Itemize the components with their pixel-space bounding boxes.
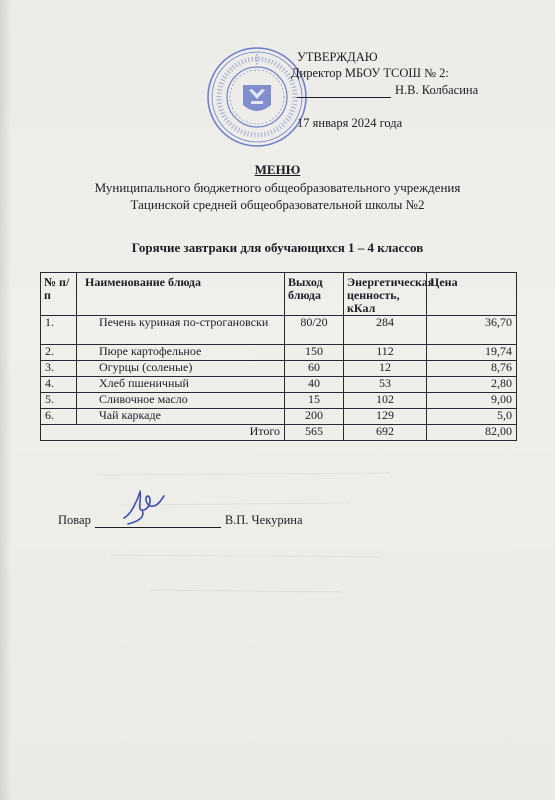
approval-signer: Н.В. Колбасина (395, 83, 479, 97)
row-energy: 12 (344, 361, 427, 377)
row-name: Пюре картофельное (77, 345, 285, 361)
organization-line-1: Муниципального бюджетного общеобразовательного учреждения (94, 180, 461, 195)
row-output: 150 (285, 345, 344, 361)
row-price: 5,0 (427, 409, 517, 425)
approval-heading: УТВЕРЖДАЮ (297, 50, 378, 64)
table-header-row (41, 273, 517, 316)
total-energy: 692 (344, 425, 427, 441)
table-row (41, 345, 517, 361)
table-total-row (41, 425, 517, 441)
row-price: 9,00 (427, 393, 517, 409)
row-price: 36,70 (427, 316, 517, 345)
row-output: 80/20 (285, 316, 344, 345)
row-energy: 53 (344, 377, 427, 393)
row-num: 6. (41, 409, 77, 425)
row-output: 40 (285, 377, 344, 393)
organization-line-2: Тацинской средней общеобразовательной школы №2 (130, 197, 425, 212)
row-num: 1. (41, 316, 77, 345)
header-name: Наименование блюда (77, 273, 285, 316)
header-output: Выход блюда (285, 273, 344, 316)
row-num: 5. (41, 393, 77, 409)
table-row (41, 316, 517, 345)
table-row (41, 393, 517, 409)
approval-date: 17 января 2024 года (297, 116, 403, 130)
total-output: 565 (285, 425, 344, 441)
document-title: МЕНЮ (254, 162, 301, 177)
row-energy: 129 (344, 409, 427, 425)
row-energy: 112 (344, 345, 427, 361)
row-price: 19,74 (427, 345, 517, 361)
row-energy: 102 (344, 393, 427, 409)
total-price: 82,00 (427, 425, 517, 441)
page-shadow (0, 0, 12, 800)
row-name: Печень куриная по-строгановски (77, 316, 285, 345)
header-energy: Энергетическая ценность, кКал (344, 273, 427, 316)
cook-label: Повар (58, 513, 91, 527)
menu-table (40, 272, 517, 441)
row-name: Огурцы (соленые) (77, 361, 285, 377)
row-name: Сливочное масло (77, 393, 285, 409)
row-energy: 284 (344, 316, 427, 345)
row-output: 200 (285, 409, 344, 425)
cook-signature-block (58, 513, 303, 528)
row-name: Хлеб пшеничный (77, 377, 285, 393)
approval-position: Директор МБОУ ТСОШ № 2: (291, 66, 449, 80)
row-num: 3. (41, 361, 77, 377)
cook-signature-line (95, 515, 221, 528)
row-output: 60 (285, 361, 344, 377)
row-output: 15 (285, 393, 344, 409)
table-row (41, 361, 517, 377)
cook-name: В.П. Чекурина (224, 513, 303, 527)
round-stamp-icon (205, 45, 309, 149)
row-price: 2,80 (427, 377, 517, 393)
row-num: 4. (41, 377, 77, 393)
row-name: Чай каркаде (77, 409, 285, 425)
row-price: 8,76 (427, 361, 517, 377)
row-num: 2. (41, 345, 77, 361)
document-subtitle: Горячие завтраки для обучающихся 1 – 4 классов (131, 240, 424, 255)
total-label: Итого (41, 425, 285, 441)
header-num: № п/п (41, 273, 77, 316)
table-row (41, 377, 517, 393)
table-row (41, 409, 517, 425)
approval-signature-line (297, 83, 478, 98)
header-price: Цена (427, 273, 517, 316)
